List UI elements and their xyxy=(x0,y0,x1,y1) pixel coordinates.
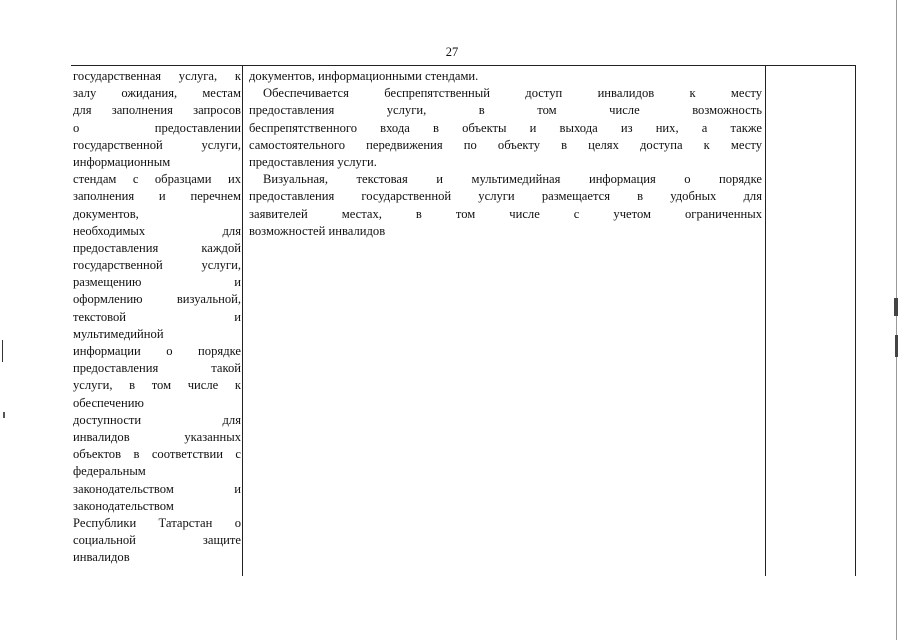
left-cell-line: предоставления такой xyxy=(73,361,241,376)
left-cell-line: для заполнения запросов xyxy=(73,103,241,118)
left-cell-line: информационным xyxy=(73,154,171,169)
table-cell-object-requirements xyxy=(71,66,243,576)
left-cell-line: услуги, в том числе к xyxy=(73,378,241,393)
left-cell-line: объектов в соответствии с xyxy=(73,447,241,462)
left-cell-line: предоставления каждой xyxy=(73,240,241,255)
scan-artifact-right-mark xyxy=(895,335,898,357)
left-cell-line: заполнения и перечнем xyxy=(73,189,241,204)
left-cell-line: Республики Татарстан о xyxy=(73,515,241,530)
middle-cell-line: документов, информационными стендами. xyxy=(249,69,479,83)
document-table xyxy=(71,65,856,576)
left-cell-line: информации о порядке xyxy=(73,344,241,358)
middle-cell-line: беспрепятственного входа в объекты и выхода из них, а также xyxy=(249,120,762,135)
middle-cell-line: предоставления услуги, в том числе возможность xyxy=(249,103,762,118)
middle-cell-line: самостоятельного передвижения по объекту в целях доступа к месту xyxy=(249,137,762,152)
middle-cell-line: Обеспечивается беспрепятственный доступ инвалидов к месту xyxy=(263,86,762,101)
left-cell-line: доступности для xyxy=(73,412,241,427)
page-number: 27 xyxy=(445,45,459,59)
left-cell-line: залу ожидания, местам xyxy=(73,86,241,101)
left-cell-line: государственная услуга, к xyxy=(73,69,241,83)
scan-artifact-left-mark xyxy=(3,412,5,418)
middle-cell-line: заявителей местах, в том числе с учетом ограниченных xyxy=(249,206,762,221)
left-cell-line: законодательством xyxy=(73,498,174,513)
left-cell-line: инвалидов указанных xyxy=(73,429,241,444)
left-cell-line: законодательством и xyxy=(73,481,241,496)
middle-cell-line: предоставления услуги. xyxy=(249,154,377,169)
left-cell-line: мультимедийной xyxy=(73,326,164,341)
left-cell-line: инвалидов xyxy=(73,550,130,565)
left-cell-line: текстовой и xyxy=(73,309,241,324)
scan-artifact-right-mark xyxy=(894,298,898,316)
middle-cell-line: предоставления государственной услуги размещается в удобных для xyxy=(249,189,762,204)
middle-cell-line: Визуальная, текстовая и мультимедийная информация о порядке xyxy=(263,172,762,187)
left-cell-line: федеральным xyxy=(73,464,146,479)
left-cell-line: государственной услуги, xyxy=(73,137,241,152)
left-cell-line: обеспечению xyxy=(73,395,144,410)
table-cell-empty xyxy=(766,66,856,576)
middle-cell-line: возможностей инвалидов xyxy=(249,223,386,238)
left-cell-line: стендам с образцами их xyxy=(73,172,241,187)
scan-artifact-left-mark xyxy=(2,340,3,362)
left-cell-line: о предоставлении xyxy=(73,120,241,135)
left-cell-line: социальной защите xyxy=(73,533,241,548)
scan-artifact-right-edge xyxy=(896,0,897,640)
left-cell-line: размещению и xyxy=(73,275,241,290)
left-cell-line: документов, xyxy=(73,206,139,221)
table-cell-accessibility-description xyxy=(243,66,766,576)
left-cell-line: государственной услуги, xyxy=(73,258,241,273)
left-cell-line: необходимых для xyxy=(73,223,241,238)
left-cell-line: оформлению визуальной, xyxy=(73,292,241,307)
